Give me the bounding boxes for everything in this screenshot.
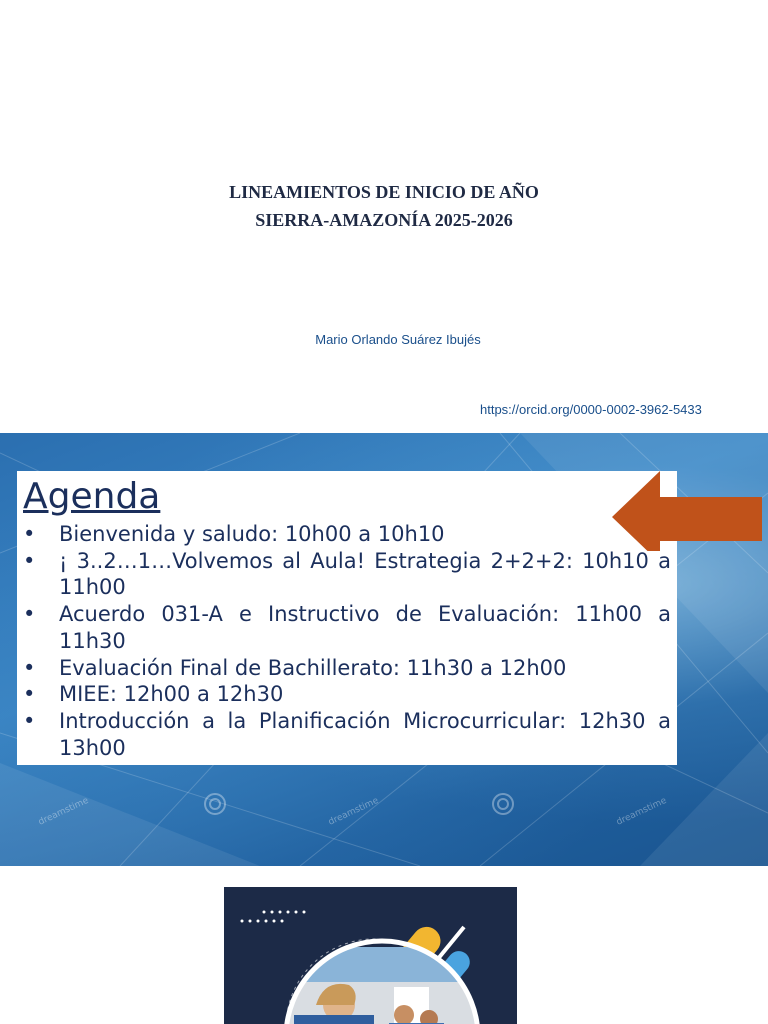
document-title bbox=[0, 178, 768, 234]
agenda-item: • Introducción a la Planificación Microcurricular: 12h30 a 13h00 bbox=[23, 708, 671, 760]
bullet-icon: • bbox=[23, 548, 36, 573]
cover-image bbox=[224, 887, 517, 1024]
agenda-slide bbox=[0, 433, 768, 866]
left-arrow-icon bbox=[612, 471, 764, 551]
title-line-2: SIERRA-AMAZONÍA 2025-2026 bbox=[255, 210, 513, 230]
bullet-icon: • bbox=[23, 655, 36, 680]
bullet-icon: • bbox=[23, 602, 36, 627]
agenda-item: • ¡ 3..2…1…Volvemos al Aula! Estrategia 2+2+2: 10h10 a 11h00 bbox=[23, 548, 671, 600]
agenda-item: • Acuerdo 031-A e Instructivo de Evaluación: 11h00 a 11h30 bbox=[23, 602, 671, 653]
orcid-link[interactable]: https://orcid.org/0000-0002-3962-5433 bbox=[480, 402, 702, 417]
author-name: Mario Orlando Suárez Ibujés bbox=[315, 332, 481, 347]
bullet-icon: • bbox=[23, 522, 36, 546]
watermark-text-3: dreamstime bbox=[615, 795, 669, 828]
agenda-content-box bbox=[17, 471, 677, 765]
agenda-list bbox=[23, 521, 671, 761]
agenda-item: • MIEE: 12h00 a 12h30 bbox=[23, 682, 284, 707]
agenda-item: • Evaluación Final de Bachillerato: 11h30 a 12h00 bbox=[23, 655, 567, 680]
watermark-text-1: dreamstime bbox=[37, 795, 91, 828]
dots-decoration bbox=[241, 911, 306, 923]
agenda-heading: Agenda bbox=[23, 476, 161, 517]
watermark-text-2: dreamstime bbox=[327, 795, 381, 828]
agenda-item: • Bienvenida y saludo: 10h00 a 10h10 bbox=[23, 522, 445, 546]
cover-illustration bbox=[224, 887, 517, 1024]
bullet-icon: • bbox=[23, 682, 36, 707]
title-line-1: LINEAMIENTOS DE INICIO DE AÑO bbox=[229, 182, 539, 202]
bullet-icon: • bbox=[23, 708, 36, 733]
